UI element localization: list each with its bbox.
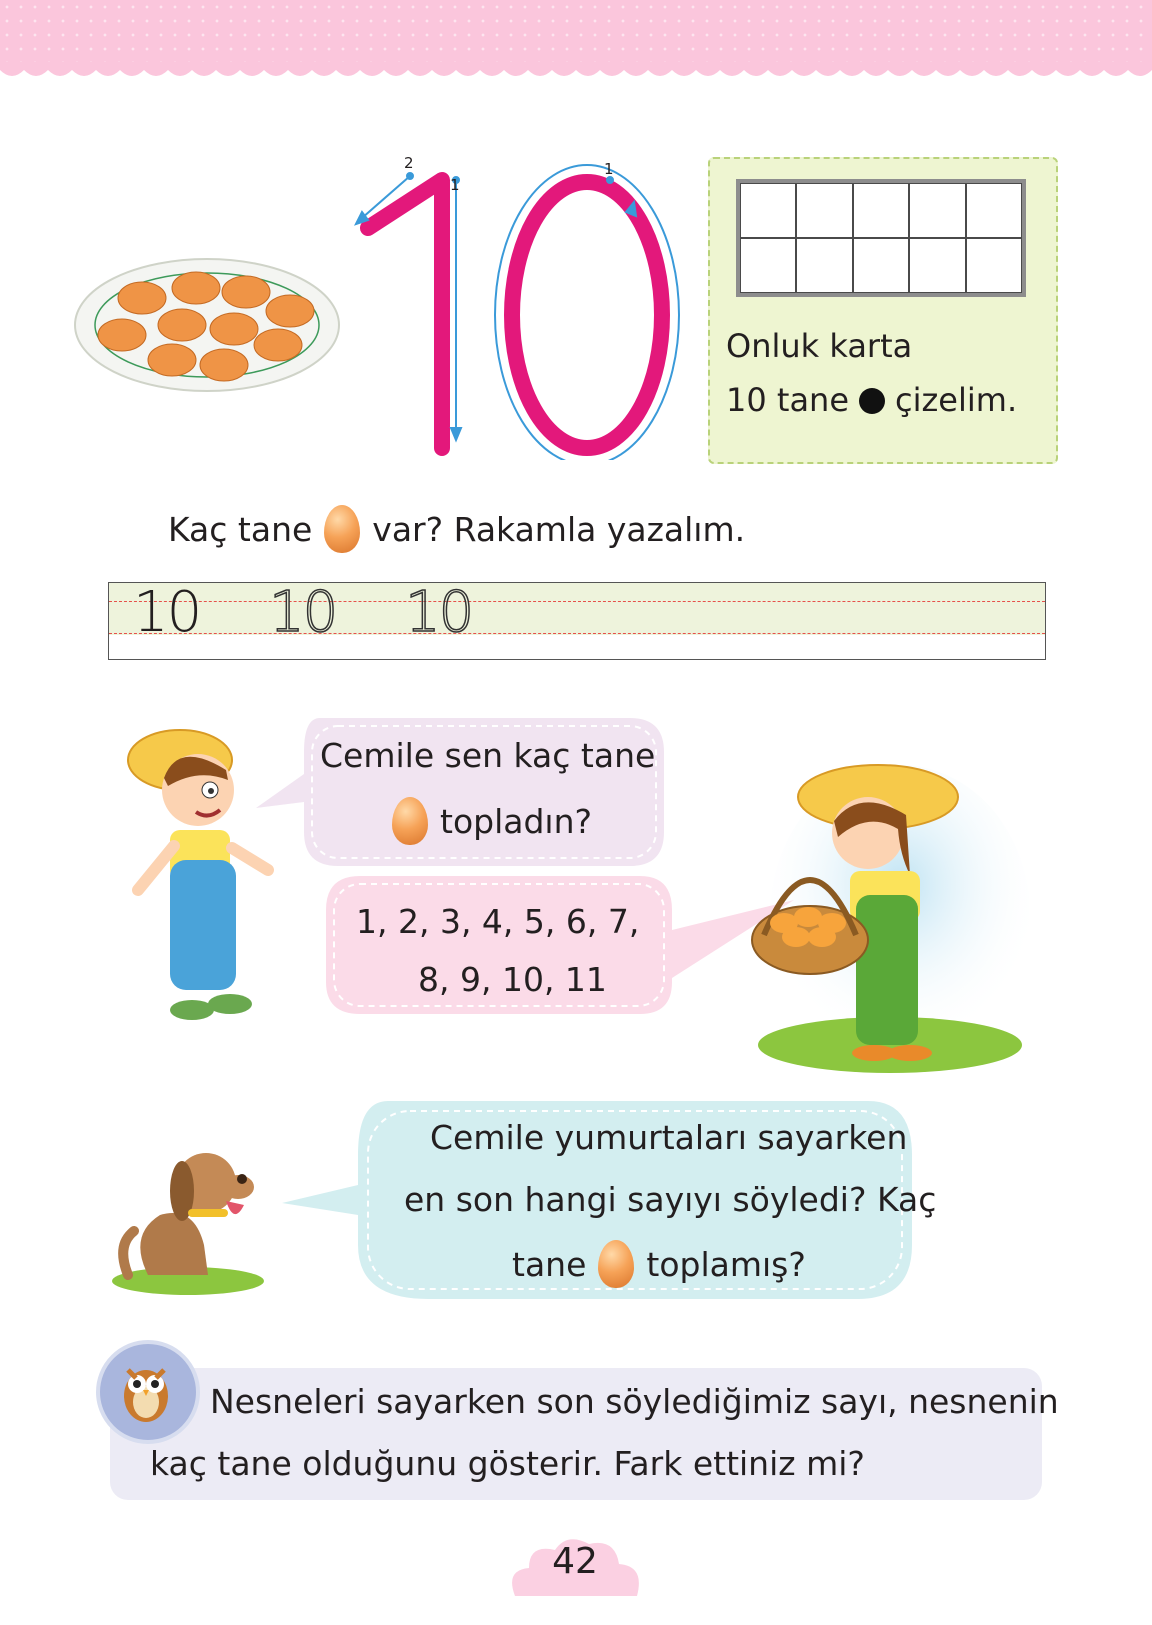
dog-question-line3 bbox=[512, 1240, 806, 1288]
boy-question-line1: Cemile sen kaç tane bbox=[320, 736, 656, 775]
info-line2: kaç tane olduğunu gösterir. Fark ettiniz mi? bbox=[150, 1444, 865, 1483]
egg-icon bbox=[392, 797, 428, 845]
boy-question-line2 bbox=[380, 797, 592, 845]
owl-icon bbox=[106, 1350, 186, 1430]
egg-plate-illustration bbox=[72, 255, 342, 395]
question-after: var? Rakamla yazalım. bbox=[372, 510, 746, 549]
dog-question-line3-before: tane bbox=[512, 1245, 587, 1284]
ten-frame-cell[interactable] bbox=[796, 183, 852, 238]
stroke-order-zero: 1 bbox=[604, 160, 614, 178]
writing-strip-guide-band bbox=[109, 583, 1045, 635]
dog-character-illustration bbox=[108, 1135, 268, 1295]
boy-question-line2-text: topladın? bbox=[440, 802, 593, 841]
writing-guide-line bbox=[109, 633, 1045, 634]
card-line2-after: çizelim. bbox=[895, 381, 1018, 419]
ten-frame-cell[interactable] bbox=[909, 238, 965, 293]
dog-question-line1: Cemile yumurtaları sayarken bbox=[430, 1118, 908, 1157]
stroke-order-one: 1 bbox=[450, 176, 460, 194]
ten-frame-card bbox=[708, 157, 1058, 464]
dog-question-line2: en son hangi sayıyı söyledi? Kaç bbox=[404, 1180, 937, 1219]
sample-number-dotted: 10 bbox=[269, 580, 337, 645]
card-instruction-line1: Onluk karta bbox=[726, 327, 913, 365]
top-decorative-band bbox=[0, 0, 1152, 70]
egg-icon bbox=[598, 1240, 634, 1288]
top-scallop-edge bbox=[0, 62, 1152, 84]
sample-number-dotted: 10 bbox=[405, 580, 473, 645]
stroke-order-two: 2 bbox=[404, 154, 414, 172]
girl-counting-line2: 8, 9, 10, 11 bbox=[418, 960, 607, 999]
ten-frame-cell[interactable] bbox=[853, 183, 909, 238]
ten-frame-cell[interactable] bbox=[909, 183, 965, 238]
question-before: Kaç tane bbox=[168, 510, 313, 549]
question-line bbox=[168, 505, 745, 553]
info-line1: Nesneleri sayarken son söylediğimiz sayı, nesnenin bbox=[210, 1382, 1059, 1421]
number-writing-strip[interactable] bbox=[108, 582, 1046, 660]
girl-counting-line1: 1, 2, 3, 4, 5, 6, 7, bbox=[356, 902, 640, 941]
ten-frame-cell[interactable] bbox=[740, 238, 796, 293]
page-number: 42 bbox=[552, 1541, 598, 1582]
number-ten-tracing-figure bbox=[340, 150, 690, 460]
ten-frame-cell[interactable] bbox=[796, 238, 852, 293]
ten-frame-cell[interactable] bbox=[966, 238, 1022, 293]
writing-guide-line bbox=[109, 601, 1045, 602]
card-line2-before: 10 tane bbox=[726, 381, 850, 419]
ten-frame-cell[interactable] bbox=[740, 183, 796, 238]
egg-icon bbox=[324, 505, 360, 553]
girl-with-basket-illustration bbox=[750, 745, 1030, 1075]
ten-frame-grid[interactable] bbox=[736, 179, 1026, 297]
sample-number-solid: 10 bbox=[133, 580, 201, 645]
ten-frame-cell[interactable] bbox=[966, 183, 1022, 238]
ten-frame-cell[interactable] bbox=[853, 238, 909, 293]
info-note-box bbox=[110, 1368, 1059, 1500]
black-dot-icon bbox=[859, 388, 885, 414]
dog-question-line3-after: toplamış? bbox=[646, 1245, 806, 1284]
card-instruction-line2 bbox=[726, 381, 1017, 419]
